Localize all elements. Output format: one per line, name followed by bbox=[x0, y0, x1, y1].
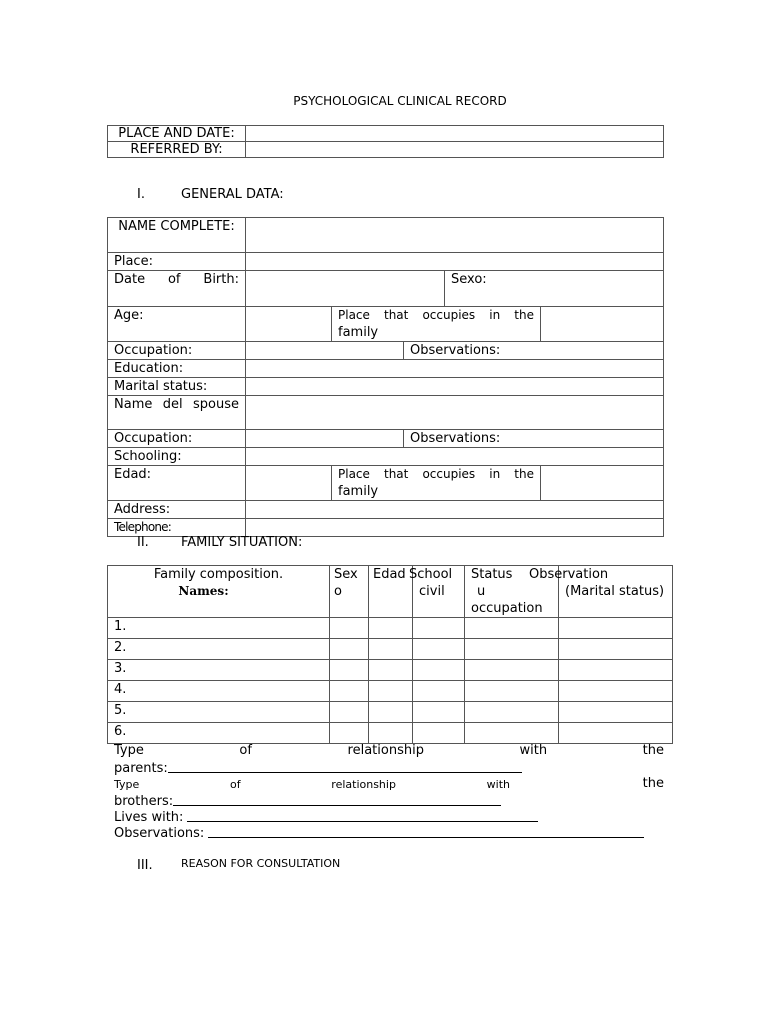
place-in-family-label: Place that occupies in the family bbox=[332, 307, 541, 342]
parents-label: parents: bbox=[114, 761, 168, 776]
section-2-title: FAMILY SITUATION: bbox=[181, 535, 303, 550]
family-row-number: 1. bbox=[108, 618, 330, 639]
status-occupation-header: Status u occupation bbox=[465, 566, 559, 618]
spouse-occupation-label: Occupation: bbox=[108, 430, 246, 448]
family-row-cell[interactable] bbox=[465, 618, 559, 639]
family-row-cell[interactable] bbox=[413, 681, 465, 702]
observations-label: Observations: bbox=[404, 342, 664, 360]
schooling-field[interactable] bbox=[246, 448, 664, 466]
family-row-cell[interactable] bbox=[413, 660, 465, 681]
family-table bbox=[107, 565, 673, 744]
name-spouse-field[interactable] bbox=[246, 396, 664, 430]
family-row-cell[interactable] bbox=[369, 681, 413, 702]
family-row-cell[interactable] bbox=[559, 702, 673, 723]
telephone-field[interactable] bbox=[246, 519, 664, 537]
edad-label: Edad: bbox=[108, 466, 246, 501]
place-in-family-field-2[interactable] bbox=[541, 466, 664, 501]
marital-status-field[interactable] bbox=[246, 378, 664, 396]
brothers-blank[interactable] bbox=[173, 794, 501, 806]
family-row-cell[interactable] bbox=[559, 639, 673, 660]
referred-by-label: REFERRED BY: bbox=[108, 142, 246, 158]
occupation-field[interactable] bbox=[246, 342, 404, 360]
observations-text-label: Observations: bbox=[114, 826, 205, 841]
occupation-label: Occupation: bbox=[108, 342, 246, 360]
family-row-cell[interactable] bbox=[369, 618, 413, 639]
general-data-table bbox=[107, 217, 664, 537]
lives-with-blank[interactable] bbox=[187, 810, 538, 822]
family-row-cell[interactable] bbox=[330, 639, 369, 660]
section-2-number: II. bbox=[137, 535, 149, 550]
referred-by-field[interactable] bbox=[246, 142, 664, 158]
family-composition-header: Family composition. Names: bbox=[108, 566, 330, 618]
family-row-cell[interactable] bbox=[559, 681, 673, 702]
place-in-family-label-2: Place that occupies in the family bbox=[332, 466, 541, 501]
brothers-relationship-row bbox=[114, 776, 664, 792]
edad-field[interactable] bbox=[246, 466, 332, 501]
family-row-cell[interactable] bbox=[330, 618, 369, 639]
age-label: Age: bbox=[108, 307, 246, 342]
observations-line bbox=[114, 826, 644, 842]
section-1-number: I. bbox=[137, 187, 145, 202]
address-label: Address: bbox=[108, 501, 246, 519]
lives-with-line bbox=[114, 810, 538, 826]
family-row-cell[interactable] bbox=[465, 702, 559, 723]
place-label: Place: bbox=[108, 253, 246, 271]
family-row-cell[interactable] bbox=[413, 618, 465, 639]
family-row-cell[interactable] bbox=[330, 702, 369, 723]
family-row-cell[interactable] bbox=[369, 639, 413, 660]
family-row-cell[interactable] bbox=[413, 702, 465, 723]
education-field[interactable] bbox=[246, 360, 664, 378]
family-row-number: 6. bbox=[108, 723, 330, 744]
age-field[interactable] bbox=[246, 307, 332, 342]
parents-line bbox=[114, 761, 522, 777]
family-row-cell[interactable] bbox=[369, 702, 413, 723]
family-row-cell[interactable] bbox=[465, 723, 559, 744]
observations-blank[interactable] bbox=[208, 826, 644, 838]
family-row-number: 5. bbox=[108, 702, 330, 723]
family-row-cell[interactable] bbox=[330, 681, 369, 702]
sexo-label: Sexo: bbox=[445, 271, 664, 307]
section-3-number: III. bbox=[137, 858, 153, 873]
spouse-occupation-field[interactable] bbox=[246, 430, 404, 448]
name-complete-field[interactable] bbox=[246, 218, 664, 253]
family-row-cell[interactable] bbox=[330, 660, 369, 681]
family-row-cell[interactable] bbox=[413, 639, 465, 660]
date-of-birth-field[interactable] bbox=[246, 271, 445, 307]
marital-status-label: Marital status: bbox=[108, 378, 246, 396]
page-title: PSYCHOLOGICAL CLINICAL RECORD bbox=[293, 94, 507, 108]
edad-header: Edad bbox=[369, 566, 413, 618]
parents-relationship-text: Type of relationship with the bbox=[114, 743, 664, 758]
name-complete-label: NAME COMPLETE: bbox=[108, 218, 246, 253]
family-row-cell[interactable] bbox=[559, 723, 673, 744]
family-row-cell[interactable] bbox=[465, 639, 559, 660]
family-row-cell[interactable] bbox=[369, 660, 413, 681]
family-row-number: 3. bbox=[108, 660, 330, 681]
sexo-header: Sexo bbox=[330, 566, 369, 618]
family-row-cell[interactable] bbox=[413, 723, 465, 744]
section-1-title: GENERAL DATA: bbox=[181, 187, 284, 202]
family-row-cell[interactable] bbox=[559, 618, 673, 639]
brothers-the-text: the bbox=[642, 776, 664, 791]
brothers-relationship-text: Type of relationship with bbox=[114, 778, 510, 791]
education-label: Education: bbox=[108, 360, 246, 378]
section-3-title: REASON FOR CONSULTATION bbox=[181, 857, 341, 870]
family-row-cell[interactable] bbox=[465, 660, 559, 681]
family-row-number: 2. bbox=[108, 639, 330, 660]
telephone-label: Telephone: bbox=[108, 519, 246, 537]
brothers-label: brothers: bbox=[114, 794, 174, 809]
address-field[interactable] bbox=[246, 501, 664, 519]
spouse-observations-label: Observations: bbox=[404, 430, 664, 448]
name-spouse-label: Name del spouse bbox=[108, 396, 246, 430]
place-date-label: PLACE AND DATE: bbox=[108, 126, 246, 142]
place-field[interactable] bbox=[246, 253, 664, 271]
school-civil-header: School civil bbox=[413, 566, 465, 618]
parents-blank[interactable] bbox=[168, 761, 522, 773]
schooling-label: Schooling: bbox=[108, 448, 246, 466]
header-table bbox=[107, 125, 664, 158]
observation-header: Observation (Marital status) bbox=[559, 566, 673, 618]
date-of-birth-label: Date of Birth: bbox=[108, 271, 246, 307]
place-date-field[interactable] bbox=[246, 126, 664, 142]
place-in-family-field[interactable] bbox=[541, 307, 664, 342]
family-row-cell[interactable] bbox=[465, 681, 559, 702]
lives-with-label: Lives with: bbox=[114, 810, 184, 825]
family-row-cell[interactable] bbox=[369, 723, 413, 744]
family-row-number: 4. bbox=[108, 681, 330, 702]
family-row-cell[interactable] bbox=[559, 660, 673, 681]
brothers-line bbox=[114, 794, 501, 810]
family-row-cell[interactable] bbox=[330, 723, 369, 744]
